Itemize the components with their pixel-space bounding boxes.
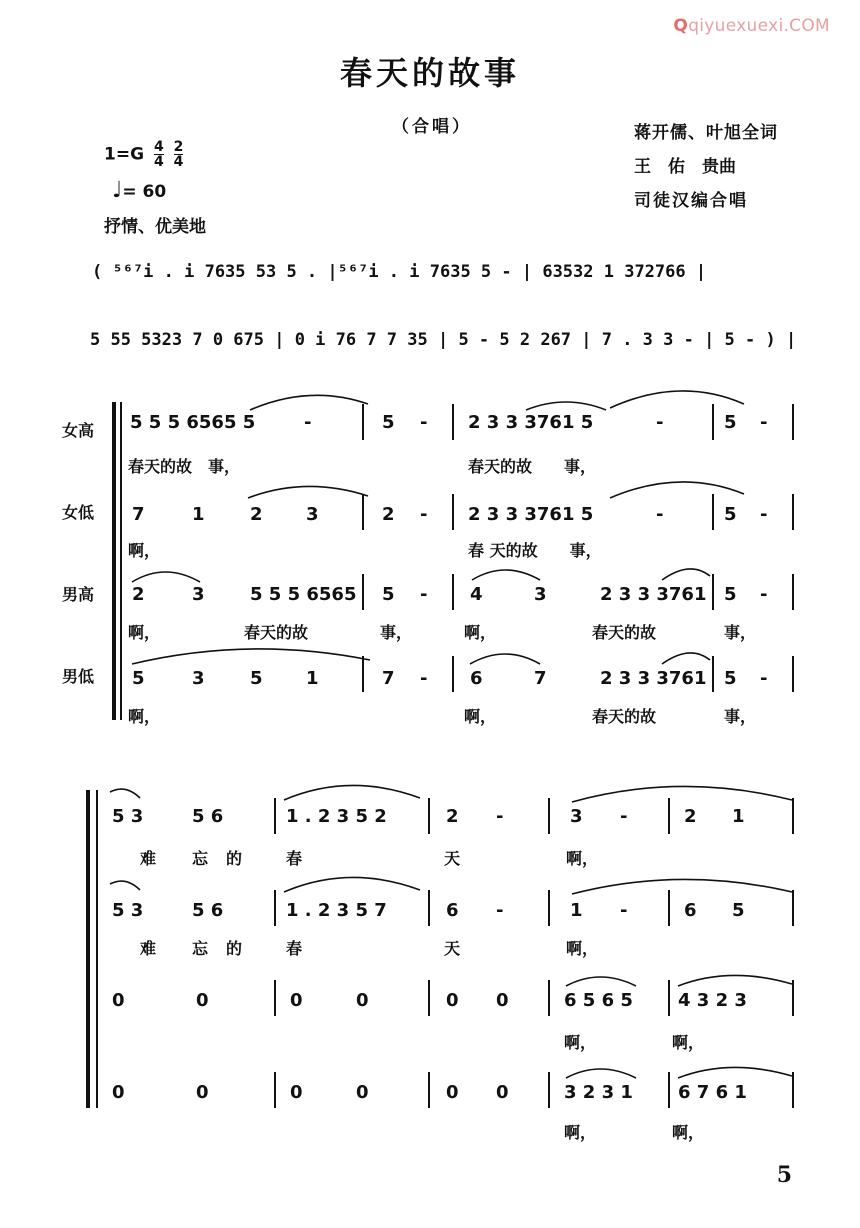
time-signature-2-4: $\frac{2}{4}$ <box>173 139 184 170</box>
song-title: 春天的故事 <box>339 54 520 92</box>
quarter-note-icon: ♩ <box>112 178 123 203</box>
bass-s2-n8: 6 7 6 1 <box>678 1082 747 1103</box>
sop-s2-n7: 1 <box>732 806 745 827</box>
bass-s1-n5: 7 <box>382 668 395 689</box>
tempo-marking: ♩= 60 <box>112 178 167 203</box>
bass-s1-lyric-3: 春天的故 <box>592 707 657 726</box>
ten-s1-n1: 2 <box>132 584 145 605</box>
ten-s1-n6: 4 <box>470 584 483 605</box>
alto-s2-lyric-4: 春 <box>286 939 303 958</box>
ten-s1-n7: 3 <box>534 584 547 605</box>
alto-s1-m3: 2 3 3 3761 5 <box>468 504 594 525</box>
alto-s1-n1: 7 <box>132 504 145 525</box>
bass-s2-n1: 0 <box>112 1082 125 1103</box>
barline <box>452 494 454 530</box>
sop-s1-lyrics-2: 春天的故 事， <box>468 457 597 476</box>
time-signature-4-4: $\frac{4}{4}$ <box>153 139 164 170</box>
ten-s1-lyric-6: 事， <box>724 623 757 642</box>
alto-s1-lyrics-1: 啊， <box>128 541 161 560</box>
part-label-tenor: 男高 <box>62 585 95 604</box>
barline <box>362 404 364 440</box>
sop-s2-lyric-6: 啊， <box>566 849 599 868</box>
barline <box>362 574 364 610</box>
alto-s1-m4-dash: - <box>760 504 768 525</box>
subtitle: （合唱） <box>392 117 472 137</box>
bass-s1-lyric-1: 啊， <box>128 707 161 726</box>
page-number: 5 <box>776 1162 792 1188</box>
sop-s1-dash: - <box>304 412 312 433</box>
barline <box>274 890 276 926</box>
part-label-soprano: 女高 <box>62 421 95 440</box>
alto-s2-n4: 6 <box>446 900 459 921</box>
alto-s2-dash: - <box>496 900 504 921</box>
bass-s2-lyric-2: 啊， <box>672 1123 705 1142</box>
sop-s2-n6: 2 <box>684 806 697 827</box>
watermark: Qqiyuexuexi.COM <box>673 16 830 36</box>
barline <box>452 574 454 610</box>
barline <box>792 798 794 834</box>
sop-s1-m2-dash: - <box>420 412 428 433</box>
bass-s2-n3: 0 <box>290 1082 303 1103</box>
credit-arranger: 司徒汉编合唱 <box>634 191 748 211</box>
sop-s1-m1: 5 5 5 6565 5 <box>130 412 256 433</box>
alto-s2-lyric-3: 的 <box>226 939 243 958</box>
sop-s2-lyric-5: 天 <box>444 849 461 868</box>
ten-s2-n5: 0 <box>446 990 459 1011</box>
sop-s1-m3: 2 3 3 3761 5 <box>468 412 594 433</box>
ten-s1-dash2: - <box>760 584 768 605</box>
sop-s1-m4: 5 <box>724 412 737 433</box>
barline <box>712 574 714 610</box>
barline <box>548 890 550 926</box>
part-label-alto: 女低 <box>62 503 95 522</box>
barline <box>668 980 670 1016</box>
bass-s1-n7: 7 <box>534 668 547 689</box>
alto-s1-n2: 1 <box>192 504 205 525</box>
alto-s2-lyric-6: 啊， <box>566 939 599 958</box>
bass-s2-lyric-1: 啊， <box>564 1123 597 1142</box>
barline <box>428 1072 430 1108</box>
intro-line-2: 5 55 5323 7 0 675 | 0 i 76 7 7 35 | 5 - 5 2 267 | 7 . 3 3 - | 5 - ) | <box>90 330 797 350</box>
expression-marking: 抒情、优美地 <box>104 217 206 237</box>
sop-s2-lyric-2: 忘 <box>192 849 209 868</box>
system-1-start-bar <box>120 402 122 720</box>
sop-s2-n2: 5 6 <box>192 806 224 827</box>
bass-s2-n2: 0 <box>196 1082 209 1103</box>
bass-s1-n8: 2 3 3 3761 <box>600 668 707 689</box>
barline <box>668 798 670 834</box>
system-2-start-bar <box>96 790 98 1108</box>
barline <box>452 656 454 692</box>
ten-s1-lyric-1: 啊， <box>128 623 161 642</box>
credit-lyrics: 蒋开儒、叶旭全词 <box>634 123 778 143</box>
sop-s2-n5: 3 <box>570 806 583 827</box>
ten-s1-dash: - <box>420 584 428 605</box>
barline <box>792 890 794 926</box>
ten-s2-n7: 6 5 6 5 <box>564 990 633 1011</box>
system-1-brace <box>112 402 116 720</box>
ten-s1-n2: 3 <box>192 584 205 605</box>
ten-s2-n8: 4 3 2 3 <box>678 990 747 1011</box>
alto-s1-m4: 5 <box>724 504 737 525</box>
bass-s1-n4: 1 <box>306 668 319 689</box>
alto-s2-lyric-1: 难 <box>140 939 157 958</box>
barline <box>362 656 364 692</box>
alto-s1-m3-dash: - <box>656 504 664 525</box>
alto-s2-n6: 6 <box>684 900 697 921</box>
sop-s1-m2: 5 <box>382 412 395 433</box>
intro-line-1: ( ⁵⁶⁷i . i 7635 53 5 . |⁵⁶⁷i . i 7635 5 - | 63532 1 372766 | <box>92 262 707 282</box>
sop-s2-dash2: - <box>620 806 628 827</box>
alto-s2-n3: 1 . 2 3 5 7 <box>286 900 387 921</box>
alto-s2-lyric-5: 天 <box>444 939 461 958</box>
credit-composer: 王 佑 贵曲 <box>634 157 736 177</box>
alto-s1-lyrics-2: 春 天的故 事， <box>468 541 602 560</box>
alto-s1-n3: 2 <box>250 504 263 525</box>
sop-s2-dash: - <box>496 806 504 827</box>
barline <box>668 1072 670 1108</box>
bass-s1-lyric-4: 事， <box>724 707 757 726</box>
ten-s2-n6: 0 <box>496 990 509 1011</box>
barline <box>792 1072 794 1108</box>
alto-s2-n5: 1 <box>570 900 583 921</box>
barline <box>792 494 794 530</box>
ten-s2-n2: 0 <box>196 990 209 1011</box>
bass-s1-dash2: - <box>760 668 768 689</box>
bass-s1-dash: - <box>420 668 428 689</box>
ten-s2-lyric-1: 啊， <box>564 1033 597 1052</box>
key-signature: 1=G $\frac{4}{4}$ $\frac{2}{4}$ <box>104 139 184 170</box>
sop-s1-m3-dash: - <box>656 412 664 433</box>
ten-s1-lyric-5: 春天的故 <box>592 623 657 642</box>
barline <box>792 980 794 1016</box>
ten-s1-n9: 5 <box>724 584 737 605</box>
barline <box>792 656 794 692</box>
barline <box>712 656 714 692</box>
barline <box>668 890 670 926</box>
alto-s2-dash2: - <box>620 900 628 921</box>
ten-s2-n4: 0 <box>356 990 369 1011</box>
sop-s1-lyrics-1: 春天的故 事， <box>128 457 241 476</box>
ten-s2-n3: 0 <box>290 990 303 1011</box>
bass-s1-n6: 6 <box>470 668 483 689</box>
bass-s1-n2: 3 <box>192 668 205 689</box>
system-2-brace <box>86 790 90 1108</box>
alto-s2-lyric-2: 忘 <box>192 939 209 958</box>
ten-s1-lyric-3: 事， <box>380 623 413 642</box>
alto-s2-n7: 5 <box>732 900 745 921</box>
sop-s2-lyric-3: 的 <box>226 849 243 868</box>
sop-s2-n4: 2 <box>446 806 459 827</box>
ten-s1-n4: 5 <box>382 584 395 605</box>
ten-s2-n1: 0 <box>112 990 125 1011</box>
barline <box>274 1072 276 1108</box>
bass-s1-lyric-2: 啊， <box>464 707 497 726</box>
bass-s1-n9: 5 <box>724 668 737 689</box>
barline <box>428 890 430 926</box>
alto-s2-n1: 5 3 <box>112 900 144 921</box>
sop-s1-m4-dash: - <box>760 412 768 433</box>
alto-s1-dash: - <box>420 504 428 525</box>
part-label-bass: 男低 <box>62 667 95 686</box>
ten-s1-lyric-2: 春天的故 <box>244 623 309 642</box>
bass-s1-n3: 5 <box>250 668 263 689</box>
sop-s2-n3: 1 . 2 3 5 2 <box>286 806 387 827</box>
ten-s1-lyric-4: 啊， <box>464 623 497 642</box>
barline <box>548 1072 550 1108</box>
barline <box>274 798 276 834</box>
bass-s1-n1: 5 <box>132 668 145 689</box>
barline <box>712 494 714 530</box>
barline <box>548 798 550 834</box>
sop-s2-lyric-1: 难 <box>140 849 157 868</box>
bass-s2-n5: 0 <box>446 1082 459 1103</box>
barline <box>452 404 454 440</box>
alto-s2-n2: 5 6 <box>192 900 224 921</box>
barline <box>274 980 276 1016</box>
alto-s1-n4: 3 <box>306 504 319 525</box>
barline <box>792 404 794 440</box>
bass-s2-n6: 0 <box>496 1082 509 1103</box>
alto-s1-n5: 2 <box>382 504 395 525</box>
barline <box>792 574 794 610</box>
sop-s2-n1: 5 3 <box>112 806 144 827</box>
ten-s1-n3: 5 5 5 6565 <box>250 584 357 605</box>
sop-s2-lyric-4: 春 <box>286 849 303 868</box>
barline <box>548 980 550 1016</box>
bass-s2-n7: 3 2 3 1 <box>564 1082 633 1103</box>
barline <box>362 494 364 530</box>
barline <box>428 798 430 834</box>
bass-s2-n4: 0 <box>356 1082 369 1103</box>
barline <box>712 404 714 440</box>
ten-s1-n8: 2 3 3 3761 <box>600 584 707 605</box>
ten-s2-lyric-2: 啊， <box>672 1033 705 1052</box>
barline <box>428 980 430 1016</box>
